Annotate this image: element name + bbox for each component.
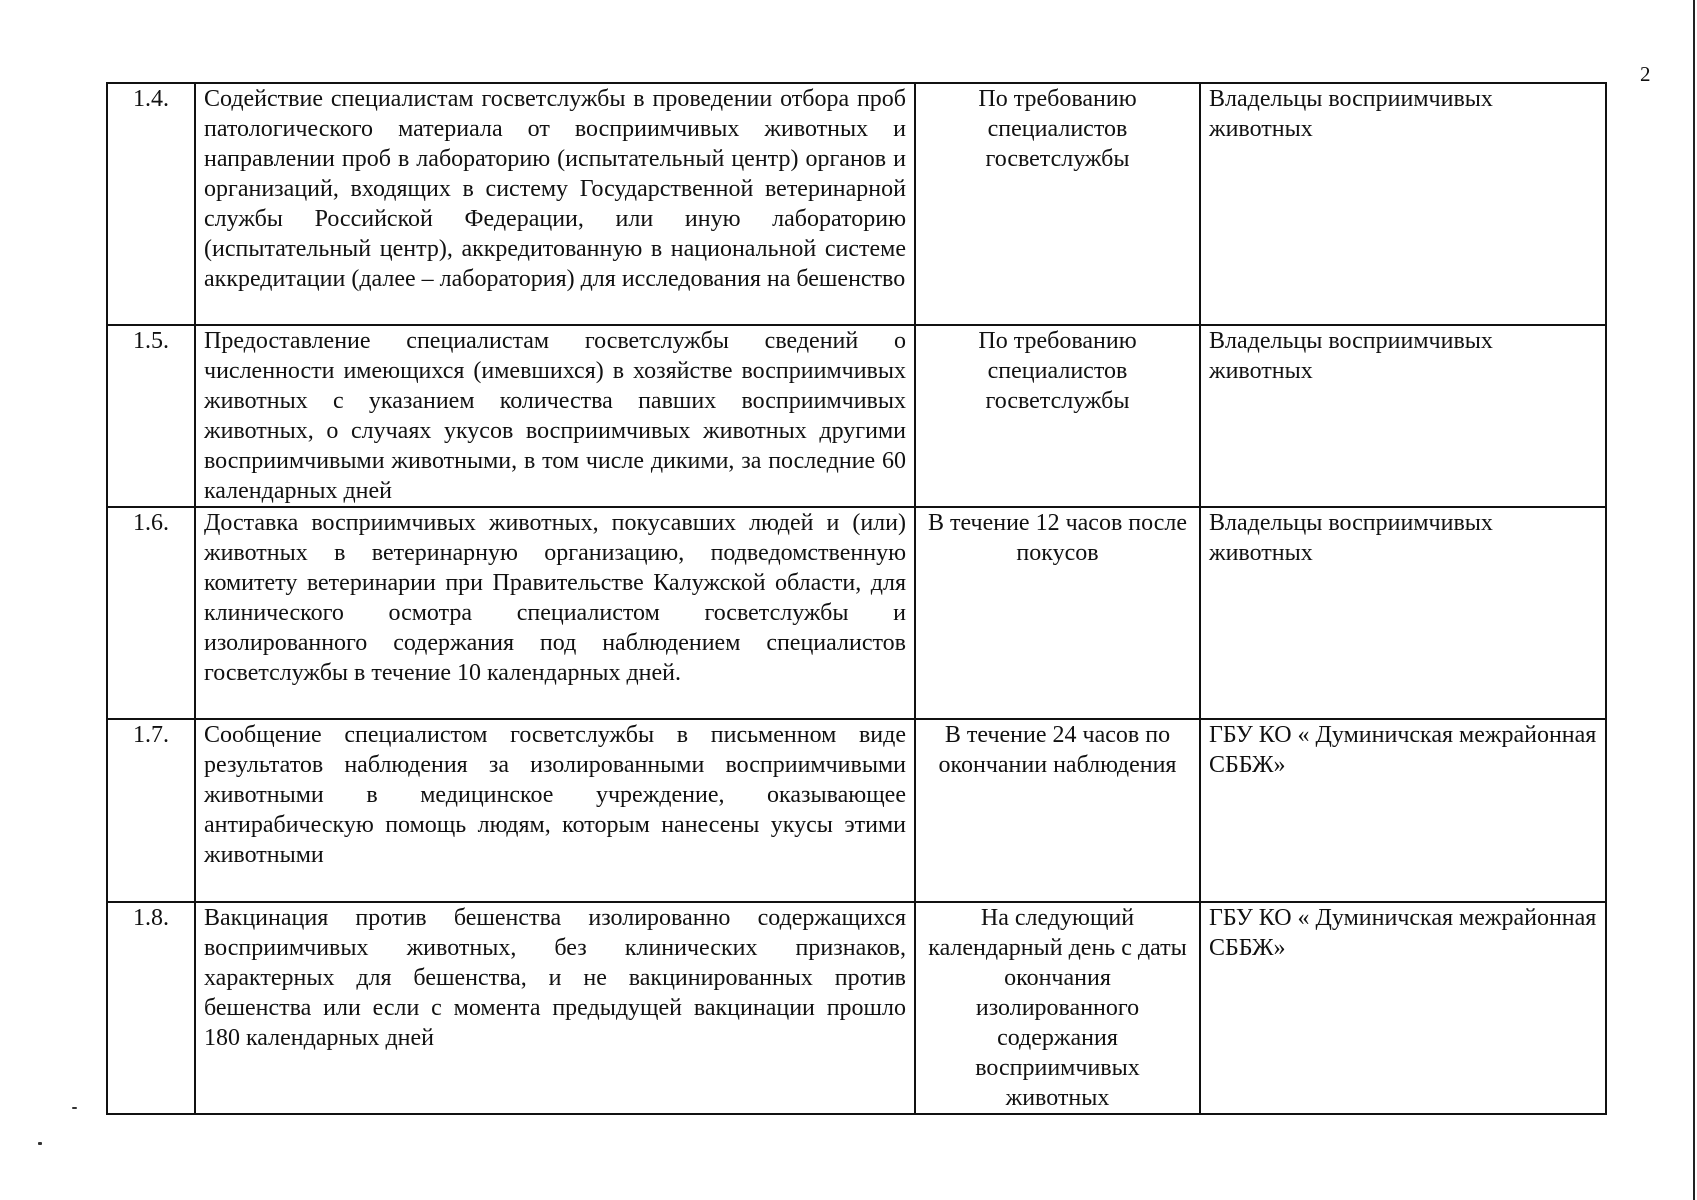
table-row: [107, 902, 1606, 1114]
measure-responsible: ГБУ КО « Думиничская межрайонная СББЖ»: [1200, 719, 1606, 902]
measure-responsible: Владельцы восприимчивых животных: [1200, 83, 1606, 325]
measure-responsible: Владельцы восприимчивых животных: [1200, 507, 1606, 719]
measures-table: [106, 82, 1607, 1115]
measure-description: Доставка восприимчивых животных, покусавших людей и (или) животных в ветеринарную организацию, подведомственную комитету ветеринарии при Правительстве Калужской области, для клинического осмотра специалистом госветслужбы и изолированного содержания под наблюдением специалистов госветслужбы в течение 10 календарных дней.: [195, 507, 915, 719]
table-row: [107, 719, 1606, 902]
measure-term: В течение 24 часов по окончании наблюдения: [915, 719, 1200, 902]
measure-term: В течение 12 часов после покусов: [915, 507, 1200, 719]
measure-responsible: ГБУ КО « Думиничская межрайонная СББЖ»: [1200, 902, 1606, 1114]
row-number: 1.7.: [107, 719, 195, 902]
measure-term: По требованию специалистов госветслужбы: [915, 325, 1200, 507]
measure-description: Содействие специалистам госветслужбы в проведении отбора проб патологического материала от восприимчивых животных и направлении проб в лабораторию (испытательный центр) органов и организаций, входящих в систему Государственной ветеринарной службы Российской Федерации, или иную лабораторию (испытательный центр), аккредитованную в национальной системе аккредитации (далее – лаборатория) для исследования на бешенство: [195, 83, 915, 325]
page-number: 2: [1640, 62, 1651, 86]
row-number: 1.6.: [107, 507, 195, 719]
scan-edge-line: [1693, 0, 1695, 1200]
measure-term: На следующий календарный день с даты окончания изолированного содержания восприимчивых животных: [915, 902, 1200, 1114]
table-row: [107, 83, 1606, 325]
row-number: 1.4.: [107, 83, 195, 325]
scan-speck: [38, 1142, 42, 1145]
measure-description: Предоставление специалистам госветслужбы сведений о численности имеющихся (имевшихся) в хозяйстве восприимчивых животных с указанием количества павших восприимчивых животных, о случаях укусов восприимчивых животных другими восприимчивыми животными, в том числе дикими, за последние 60 календарных дней: [195, 325, 915, 507]
table-row: [107, 325, 1606, 507]
measure-responsible: Владельцы восприимчивых животных: [1200, 325, 1606, 507]
table-row: [107, 507, 1606, 719]
scan-speck: [72, 1107, 77, 1109]
row-number: 1.5.: [107, 325, 195, 507]
measure-description: Сообщение специалистом госветслужбы в письменном виде результатов наблюдения за изолированными восприимчивыми животными в медицинское учреждение, оказывающее антирабическую помощь людям, которым нанесены укусы этими животными: [195, 719, 915, 902]
row-number: 1.8.: [107, 902, 195, 1114]
measure-term: По требованию специалистов госветслужбы: [915, 83, 1200, 325]
measure-description: Вакцинация против бешенства изолированно содержащихся восприимчивых животных, без клинических признаков, характерных для бешенства, и не вакцинированных против бешенства или если с момента предыдущей вакцинации прошло 180 календарных дней: [195, 902, 915, 1114]
